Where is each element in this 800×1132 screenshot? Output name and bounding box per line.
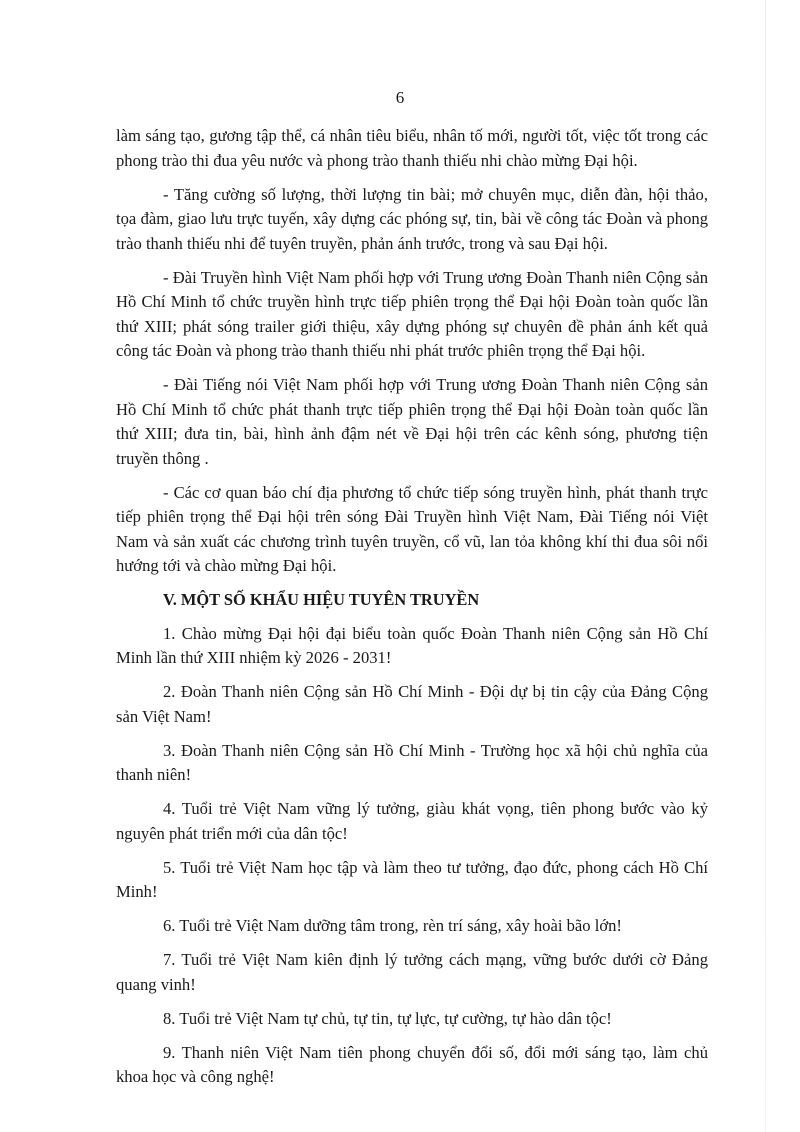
slogan-item: 5. Tuổi trẻ Việt Nam học tập và làm theo tư tưởng, đạo đức, phong cách Hồ Chí Minh!	[116, 857, 708, 901]
slogan-item: 1. Chào mừng Đại hội đại biểu toàn quốc Đoàn Thanh niên Cộng sản Hồ Chí Minh lần thứ XIII nhiệm kỳ 2026 - 2031!	[116, 623, 708, 667]
slogan-item: 2. Đoàn Thanh niên Cộng sản Hồ Chí Minh - Đội dự bị tin cậy của Đảng Cộng sản Việt Nam!	[116, 682, 708, 726]
slogan-item: 4. Tuổi trẻ Việt Nam vững lý tưởng, giàu khát vọng, tiên phong bước vào kỷ nguyên phát triển mới của dân tộc!	[116, 799, 708, 843]
scan-edge-line	[765, 0, 766, 1132]
paragraph: - Các cơ quan báo chí địa phương tổ chức tiếp sóng truyền hình, phát thanh trực tiếp phiên trọng thể Đại hội trên sóng Đài Truyền hình Việt Nam, Đài Tiếng nói Việt Nam và sản xuất các chương trình tuyên truyền, cổ vũ, lan tỏa không khí thi đua sôi nổi hướng tới và chào mừng Đại hội.	[116, 482, 708, 575]
section-heading: V. MỘT SỐ KHẨU HIỆU TUYÊN TRUYỀN	[163, 590, 480, 609]
slogan-list	[116, 622, 708, 1090]
document-body	[116, 124, 708, 1099]
slogan-item: 3. Đoàn Thanh niên Cộng sản Hồ Chí Minh - Trường học xã hội chủ nghĩa của thanh niên!	[116, 740, 708, 784]
slogan-item: 7. Tuổi trẻ Việt Nam kiên định lý tưởng cách mạng, vững bước dưới cờ Đảng quang vinh!	[116, 950, 708, 994]
page-number: 6	[395, 88, 405, 107]
slogan-item: 9. Thanh niên Việt Nam tiên phong chuyển đổi số, đổi mới sáng tạo, làm chủ khoa học và công nghệ!	[116, 1042, 708, 1086]
paragraph: - Đài Truyền hình Việt Nam phối hợp với Trung ương Đoàn Thanh niên Cộng sản Hồ Chí Minh tổ chức truyền hình trực tiếp phiên trọng thể Đại hội Đoàn toàn quốc lần thứ XIII; phát sóng trailer giới thiệu, xây dựng phóng sự chuyên đề phản ánh kết quả công tác Đoàn và phong trào thanh thiếu nhi phát trước phiên trọng thể Đại hội.	[116, 267, 708, 360]
slogan-item: 6. Tuổi trẻ Việt Nam dưỡng tâm trong, rèn trí sáng, xây hoài bão lớn!	[163, 916, 622, 935]
slogan-item: 8. Tuổi trẻ Việt Nam tự chủ, tự tin, tự lực, tự cường, tự hào dân tộc!	[163, 1008, 612, 1028]
paragraph: làm sáng tạo, gương tập thể, cá nhân tiêu biểu, nhân tố mới, người tốt, việc tốt trong các phong trào thi đua yêu nước và phong trào thanh thiếu nhi chào mừng Đại hội.	[116, 126, 708, 170]
paragraph: - Tăng cường số lượng, thời lượng tin bài; mở chuyên mục, diễn đàn, hội thảo, tọa đàm, giao lưu trực tuyến, xây dựng các phóng sự, tin, bài về công tác Đoàn và phong trào thanh thiếu nhi để tuyên truyền, phản ánh trước, trong và sau Đại hội.	[116, 184, 708, 253]
paragraph: - Đài Tiếng nói Việt Nam phối hợp với Trung ương Đoàn Thanh niên Cộng sản Hồ Chí Minh tổ chức phát thanh trực tiếp phiên trọng thể Đại hội Đoàn toàn quốc lần thứ XIII; đưa tin, bài, hình ảnh đậm nét về Đại hội trên các kênh sóng, phương tiện truyền thông .	[116, 375, 708, 468]
